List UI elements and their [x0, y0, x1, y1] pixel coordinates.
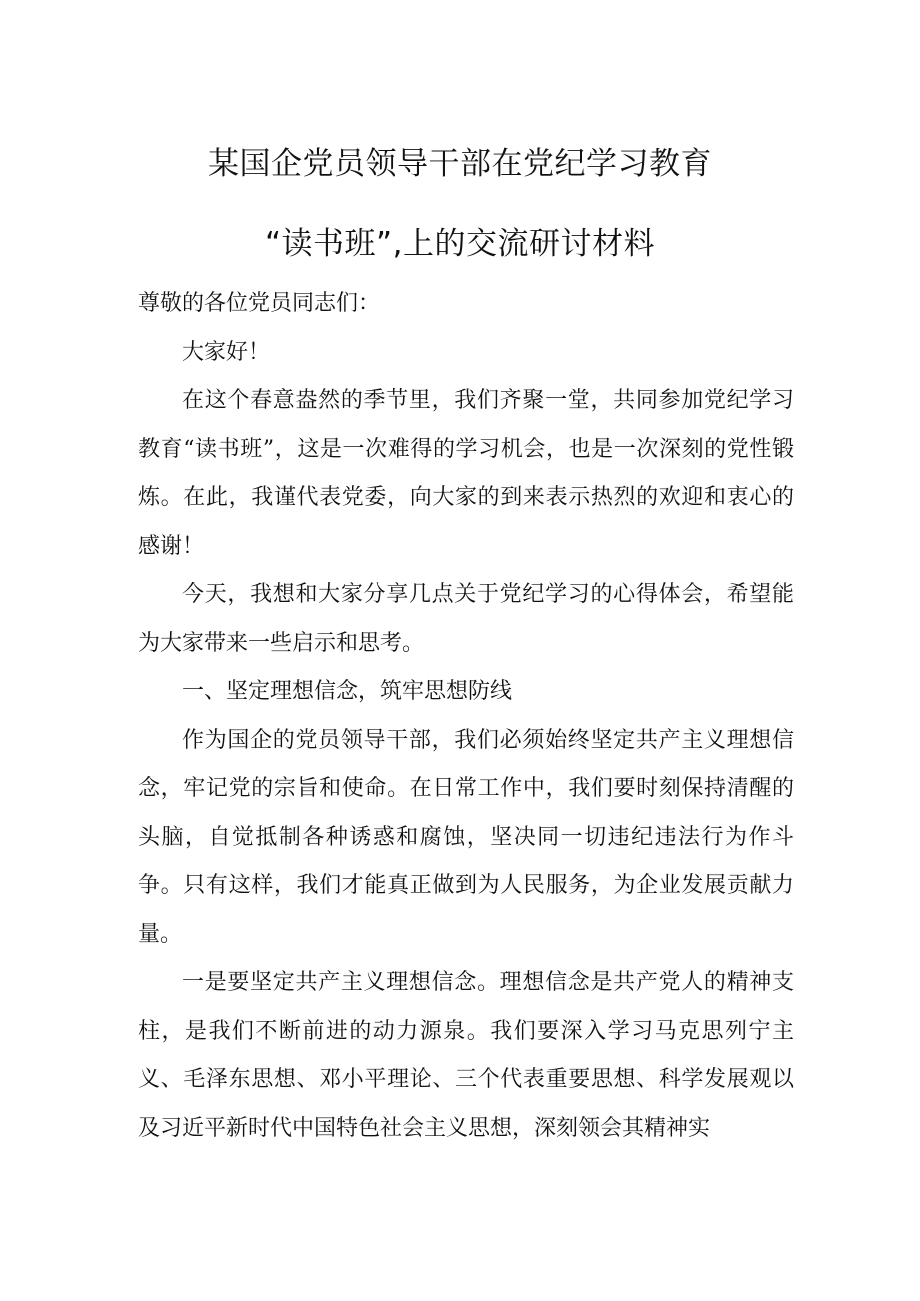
document-body	[138, 280, 794, 1153]
salutation: 尊敬的各位党员同志们：	[138, 291, 381, 316]
section-heading: 一、坚定理想信念，筑牢思想防线	[182, 679, 513, 704]
body-paragraph: 作为国企的党员领导干部，我们必须始终坚定共产主义理想信念，牢记党的宗旨和使命。在日常工作中，我们要时刻保持清醒的头脑，自觉抵制各种诱惑和腐蚀，坚决同一切违纪违法行为作斗争。只有这样，我们才能真正做到为人民服务，为企业发展贡献力量。	[138, 727, 794, 947]
document-title-line-1: 某国企党员领导干部在党纪学习教育	[208, 146, 712, 182]
body-paragraph: 在这个春意盎然的季节里，我们齐聚一堂，共同参加党纪学习教育“读书班”，这是一次难得的学习机会，也是一次深刻的党性锻炼。在此，我谨代表党委，向大家的到来表示热烈的欢迎和衷心的感谢！	[138, 388, 794, 559]
document-title-line-2: “读书班”,上的交流研讨材料	[265, 226, 655, 262]
body-paragraph: 今天，我想和大家分享几点关于党纪学习的心得体会，希望能为大家带来一些启示和思考。	[138, 582, 794, 656]
greeting: 大家好！	[182, 339, 271, 365]
body-paragraph: 一是要坚定共产主义理想信念。理想信念是共产党人的精神支柱，是我们不断前进的动力源泉。我们要深入学习马克思列宁主义、毛泽东思想、邓小平理论、三个代表重要思想、科学发展观以及习近平新时代中国特色社会主义思想，深刻领会其精神实	[138, 970, 794, 1141]
